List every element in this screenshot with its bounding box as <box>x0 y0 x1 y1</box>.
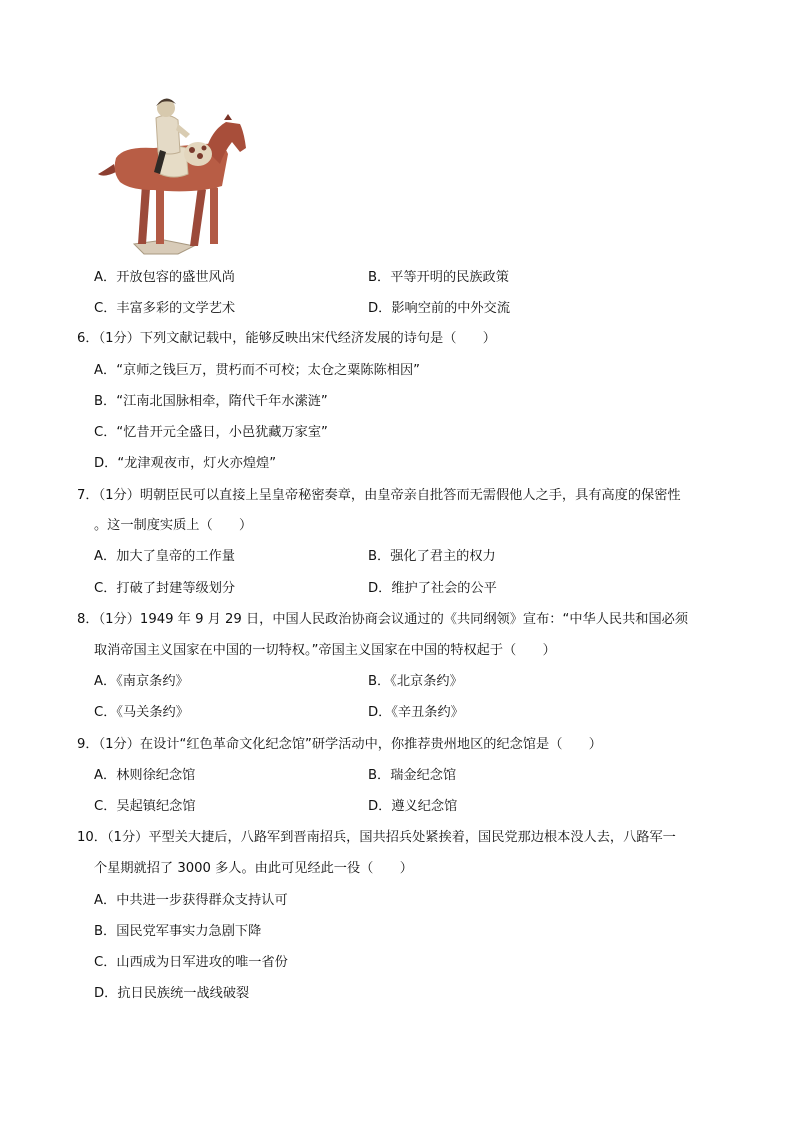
q6-option-a: A．“京师之钱巨万，贯朽而不可校；太仓之粟陈陈相因” <box>94 363 420 378</box>
q10-option-b: B．国民党军事实力急剧下降 <box>94 924 262 939</box>
q9-option-d: D．遵义纪念馆 <box>368 799 458 814</box>
q9-option-c: C．吴起镇纪念馆 <box>94 799 196 814</box>
q6-option-c: C．“忆昔开元全盛日，小邑犹藏万家室” <box>94 425 328 440</box>
q7-stem-line2: 。这一制度实质上（ ） <box>94 518 253 533</box>
q9-stem: 9．（1分）在设计“红色革命文化纪念馆”研学活动中，你推荐贵州地区的纪念馆是（ ） <box>77 737 602 752</box>
q10-option-c: C．山西成为日军进攻的唯一省份 <box>94 955 288 970</box>
q7-option-b: B．强化了君主的权力 <box>368 549 496 564</box>
q8-option-b: B．《北京条约》 <box>368 674 463 689</box>
q8-option-d: D．《辛丑条约》 <box>368 705 464 720</box>
q5-option-c: C．丰富多彩的文学艺术 <box>94 301 236 316</box>
q7-option-c: C．打破了封建等级划分 <box>94 581 236 596</box>
q10-stem-line2: 个星期就招了 3000 多人。由此可见经此一役（ ） <box>94 861 413 876</box>
horse-rider-image <box>94 94 248 258</box>
q10-option-d: D．抗日民族统一战线破裂 <box>94 986 250 1001</box>
q10-option-a: A．中共进一步获得群众支持认可 <box>94 893 288 908</box>
q6-option-b: B．“江南北国脉相牵，隋代千年水潆涟” <box>94 394 328 409</box>
q9-option-b: B．瑞金纪念馆 <box>368 768 457 783</box>
q5-option-b: B．平等开明的民族政策 <box>368 270 509 285</box>
q8-option-a: A．《南京条约》 <box>94 674 189 689</box>
q8-stem-line1: 8．（1分）1949 年 9 月 29 日，中国人民政治协商会议通过的《共同纲领》宣布：“中华人民共和国必须 <box>77 612 689 627</box>
q10-stem-line1: 10．（1分）平型关大捷后，八路军到晋南招兵，国共招兵处紧挨着，国民党那边根本没人去，八路军一 <box>77 830 676 845</box>
q8-stem-line2: 取消帝国主义国家在中国的一切特权。”帝国主义国家在中国的特权起于（ ） <box>94 643 556 658</box>
tang-sancai-horse-rider-figure <box>94 94 248 258</box>
q9-option-a: A．林则徐纪念馆 <box>94 768 196 783</box>
q6-stem: 6．（1分）下列文献记载中，能够反映出宋代经济发展的诗句是（ ） <box>77 331 496 346</box>
q8-option-c: C．《马关条约》 <box>94 705 189 720</box>
q7-option-a: A．加大了皇帝的工作量 <box>94 549 235 564</box>
q7-stem-line1: 7．（1分）明朝臣民可以直接上呈皇帝秘密奏章，由皇帝亲自批答而无需假他人之手，具有高度的保密性 <box>77 488 681 503</box>
q7-option-d: D．维护了社会的公平 <box>368 581 497 596</box>
q6-option-d: D．“龙津观夜市，灯火亦煌煌” <box>94 456 277 471</box>
q5-option-d: D．影响空前的中外交流 <box>368 301 511 316</box>
q5-option-a: A．开放包容的盛世风尚 <box>94 270 235 285</box>
